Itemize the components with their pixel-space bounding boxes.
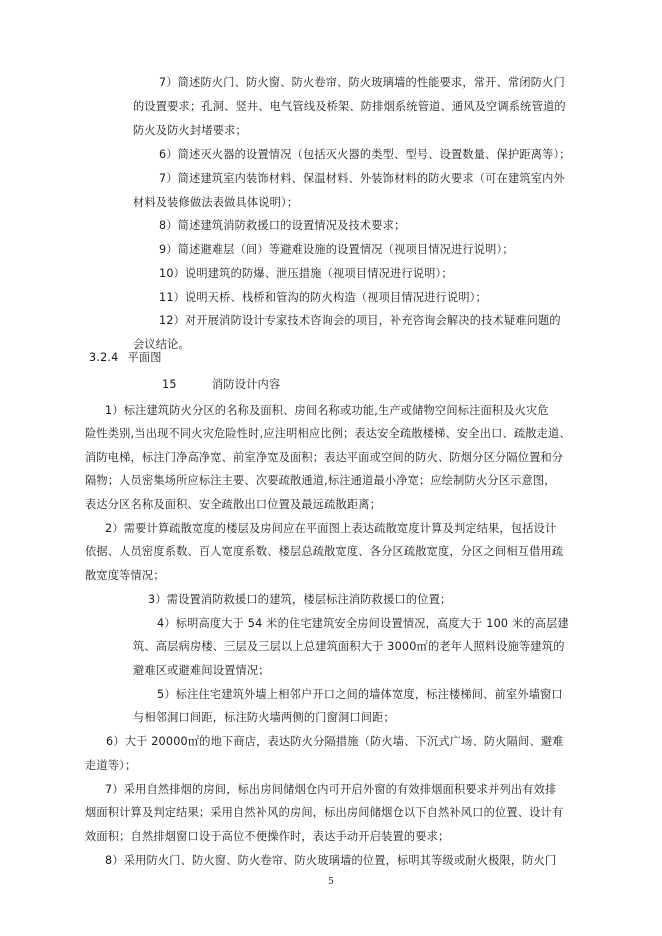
text-line: 3）需设置消防救援口的建筑，楼层标注消防救援口的位置； — [148, 593, 452, 606]
page-number: 5 — [328, 877, 334, 887]
text-line: 会议结论。 — [133, 338, 190, 351]
text-line: 散宽度等情况； — [85, 569, 165, 582]
text-line: 与相邻洞口间距，标注防火墙两侧的门窗洞口间距； — [133, 711, 395, 724]
text-line: 6）大于 20000㎡的地下商店，表达防火分隔措施（防火墙、下沉式广场、防火隔间、避难 — [106, 735, 564, 748]
section-title: 平面图 — [127, 351, 162, 364]
table-row-label: 消防设计内容 — [212, 378, 281, 391]
table-row-number: 15 — [162, 378, 177, 391]
text-line: 的设置要求；孔洞、竖井、电气管线及桥架、防排烟系统管道、通风及空调系统管道的 — [133, 100, 566, 113]
text-line: 隔物；人员密集场所应标注主要、次要疏散通道,标注通道最小净宽；应绘制防火分区示意图， — [85, 474, 556, 487]
text-line: 消防电梯，标注门净高净宽、前室净宽及面积；表达平面或空间的防火、防烟分区分隔位置和分 — [85, 451, 564, 464]
section-heading — [89, 351, 162, 365]
text-line: 10）说明建筑的防爆、泄压措施（视项目情况进行说明）； — [159, 267, 453, 280]
text-line: 7）简述防火门、防火窗、防火卷帘、防火玻璃墙的性能要求，常开、常闭防火门 — [159, 76, 565, 89]
text-line: 9）简述避难层（间）等避难设施的设置情况（视项目情况进行说明）； — [159, 243, 514, 256]
text-line: 7）采用自然排烟的房间，标出房间储烟仓内可开启外窗的有效排烟面积要求并列出有效排 — [105, 783, 557, 796]
text-line: 避难区或避难间设置情况； — [133, 664, 270, 677]
text-line: 1）标注建筑防火分区的名称及面积、房间名称或功能,生产或储物空间标注面积及火灾危 — [105, 404, 549, 417]
text-line: 表达分区名称及面积、安全疏散出口位置及最远疏散距离； — [85, 498, 382, 511]
section-number: 3.2.4 — [89, 351, 119, 364]
text-line: 5）标注住宅建筑外墙上相邻户开口之间的墙体宽度，标注楼梯间、前室外墙窗口 — [157, 688, 563, 701]
text-line: 8）简述建筑消防救援口的设置情况及技术要求； — [159, 219, 406, 232]
text-line: 烟面积计算及判定结果；采用自然补风的房间，标出房间储烟仓以下自然补风口的位置、设计有 — [85, 806, 564, 819]
text-line: 2）需要计算疏散宽度的楼层及房间应在平面图上表达疏散宽度计算及判定结果，包括设计 — [105, 522, 557, 535]
text-line: 6）简述灭火器的设置情况（包括灭火器的类型、型号、设置数量、保护距离等）； — [159, 148, 571, 161]
text-line: 走道等）； — [85, 759, 137, 772]
text-line: 材料及装修做法表做具体说明）； — [133, 196, 299, 209]
text-line: 8）采用防火门、防火窗、防火卷帘、防火玻璃墙的位置，标明其等级或耐火极限，防火门 — [105, 854, 557, 867]
text-line: 12）对开展消防设计专家技术咨询会的项目，补充咨询会解决的技术疑难问题的 — [159, 314, 561, 327]
text-line: 筑、高层病房楼、三层及三层以上总建筑面积大于 3000㎡的老年人照料设施等建筑的 — [133, 640, 565, 653]
text-line: 防火及防火封堵要求； — [133, 124, 247, 137]
text-line: 11）说明天桥、栈桥和管沟的防火构造（视项目情况进行说明）； — [159, 291, 487, 304]
text-line: 7）简述建筑室内装饰材料、保温材料、外装饰材料的防火要求（可在建筑室内外 — [159, 172, 565, 185]
text-line: 险性类别,当出现不同火灾危险性时,应注明相应比例；表达安全疏散楼梯、安全出口、疏散走道、 — [85, 427, 571, 440]
text-line: 4）标明高度大于 54 米的住宅建筑安全房间设置情况，高度大于 100 米的高层建 — [157, 617, 569, 630]
text-line: 依据、人员密度系数、百人宽度系数、楼层总疏散宽度、各分区疏散宽度，分区之间相互借用疏 — [85, 545, 564, 558]
text-line: 效面积；自然排烟窗口设于高位不便操作时，表达手动开启装置的要求； — [85, 830, 450, 843]
